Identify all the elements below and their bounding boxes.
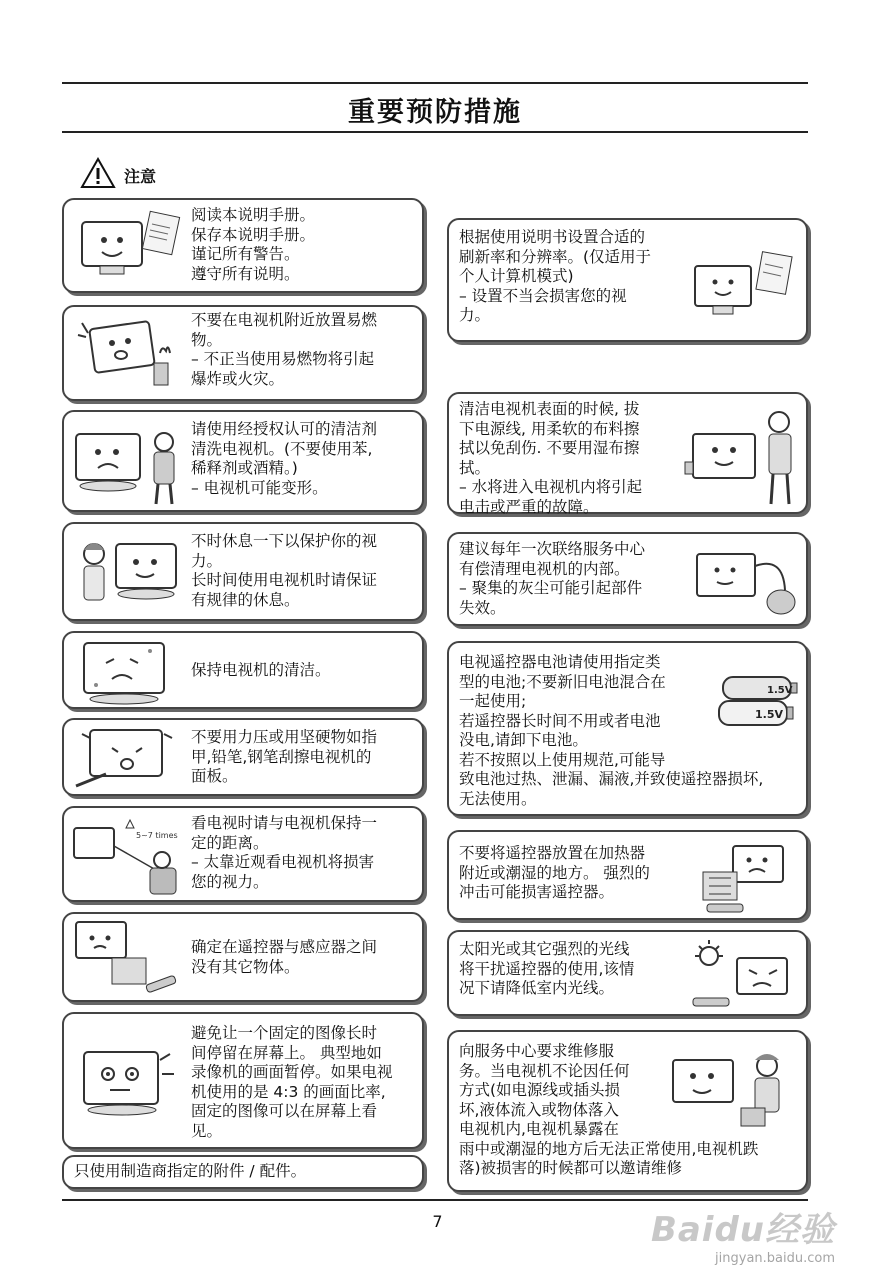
sunlight-illustration — [689, 938, 799, 1018]
man-wiping-tv-illustration — [683, 404, 803, 512]
distance-annotation: 5~7 times — [136, 831, 178, 840]
viewing-distance-illustration — [70, 812, 188, 902]
notice-still-image — [62, 1012, 424, 1149]
dirty-tv-illustration — [76, 637, 182, 711]
notice-cleaner-text: 请使用经授权认可的清洁剂 清洗电视机。(不要使用苯, 稀释剂或酒精。) – 电视机可能变形。 — [191, 420, 378, 497]
notice-strong-light — [447, 930, 808, 1016]
battery-label-bottom: 1.5V — [755, 708, 783, 721]
warning-triangle-icon — [80, 157, 116, 193]
tv-with-manual-illustration — [74, 208, 184, 292]
monitor-settings-illustration — [689, 248, 801, 332]
notice-annual-service-text: 建议每年一次联络服务中心 有偿清理电视机的内部。 – 聚集的灰尘可能引起部件 失效。 — [459, 540, 646, 617]
caution-heading — [80, 157, 156, 193]
notice-accessories — [62, 1155, 424, 1189]
notice-rest-eyes-text: 不时休息一下以保护你的视 力。 长时间使用电视机时请保证 有规律的休息。 — [191, 532, 378, 609]
tv-flammable-illustration — [74, 313, 184, 399]
notice-annual-service — [447, 532, 808, 626]
battery-label-top: 1.5V — [767, 685, 793, 696]
notice-viewing-distance-text: 看电视时请与电视机保持一 定的距离。 – 太靠近观看电视机将损害 您的视力。 — [191, 814, 378, 891]
notice-cleaning-surface — [447, 392, 808, 514]
notice-keep-clean-text: 保持电视机的清洁。 — [191, 661, 331, 679]
page-number: 7 — [432, 1212, 443, 1231]
battery-illustration — [717, 671, 803, 737]
notice-cleaner — [62, 410, 424, 512]
notice-remote-heat-text: 不要将遥控器放置在加热器 附近或潮湿的地方。 强烈的 冲击可能损害遥控器。 — [459, 844, 650, 901]
notice-cleaning-surface-text: 清洁电视机表面的时候, 拔 下电源线, 用柔软的布料擦 拭以免刮伤. 不要用湿布擦 拭。 – 水将进入电视机内将引起 电击或严重的故障。 — [459, 400, 643, 516]
notice-read-manual — [62, 198, 424, 293]
notice-remote-obstacle — [62, 912, 424, 1002]
top-rule — [62, 82, 808, 84]
notice-no-scratch-text: 不要用力压或用坚硬物如指 甲,铅笔,钢笔刮擦电视机的 面板。 — [191, 728, 378, 785]
bottom-rule — [62, 1199, 808, 1201]
tv-still-image-illustration — [74, 1044, 182, 1132]
tv-scratch-illustration — [72, 724, 182, 798]
notice-strong-light-text: 太阳光或其它强烈的光线 将干扰遥控器的使用,该情 况下请降低室内光线。 — [459, 940, 635, 997]
notice-refresh-rate — [447, 218, 808, 342]
notice-rest-eyes — [62, 522, 424, 621]
notice-repair-service — [447, 1030, 808, 1192]
woman-tv-illustration — [72, 532, 184, 620]
notice-viewing-distance — [62, 806, 424, 902]
repairman-illustration — [667, 1044, 797, 1142]
caution-label: 注意 — [124, 166, 157, 186]
notice-flammable — [62, 305, 424, 401]
page-title: 重要预防措施 — [348, 97, 522, 128]
notice-no-scratch — [62, 718, 424, 796]
remote-heater-illustration — [693, 838, 801, 922]
tv-cleaner-illustration — [72, 420, 184, 510]
notice-remote-battery — [447, 641, 808, 816]
notice-read-manual-text: 阅读本说明手册。 保存本说明手册。 谨记所有警告。 遵守所有说明。 — [191, 206, 316, 283]
notice-repair-service-text: 向服务中心要求维修服 务。当电视机不论因任何 方式(如电源线或插头损 坏,液体流入或物体落入 电视机内,电视机暴露在 雨中或潮湿的地方后无法正常使用,电视机跌 落)被损害的时候都可以邀请维修 — [459, 1042, 759, 1177]
baidu-watermark — [651, 1202, 835, 1266]
watermark-brand: Baidu经验 — [650, 1210, 835, 1250]
watermark-url: jingyan.baidu.com — [715, 1251, 835, 1266]
notice-remote-obstacle-text: 确定在遥控器与感应器之间 没有其它物体。 — [191, 938, 378, 976]
notice-remote-battery-text: 电视遥控器电池请使用指定类 型的电池;不要新旧电池混合在 一起使用; 若遥控器长时间不用或者电池 没电,请卸下电池。 若不按照以上使用规范,可能导 致电池过热、泄漏、漏液,并致使遥控器损坏, 无法使用。 — [459, 653, 764, 808]
notice-keep-clean — [62, 631, 424, 709]
notice-refresh-rate-text: 根据使用说明书设置合适的 刷新率和分辨率。(仅适用于 个人计算机模式) – 设置不当会损害您的视 力。 — [459, 228, 652, 324]
notice-flammable-text: 不要在电视机附近放置易燃 物。 – 不正当使用易燃物将引起 爆炸或火灾。 — [191, 311, 378, 388]
notice-still-image-text: 避免让一个固定的图像长时 间停留在屏幕上。 典型地如 录像机的画面暂停。如果电视 机使用的是 4:3 的画面比率, 固定的图像可以在屏幕上看 见。 — [191, 1024, 393, 1140]
tv-vacuum-illustration — [693, 546, 803, 626]
notice-accessories-text: 只使用制造商指定的附件 / 配件。 — [74, 1162, 307, 1180]
title-rule — [62, 131, 808, 133]
notice-remote-heat — [447, 830, 808, 920]
remote-obstacle-illustration — [72, 918, 184, 1004]
